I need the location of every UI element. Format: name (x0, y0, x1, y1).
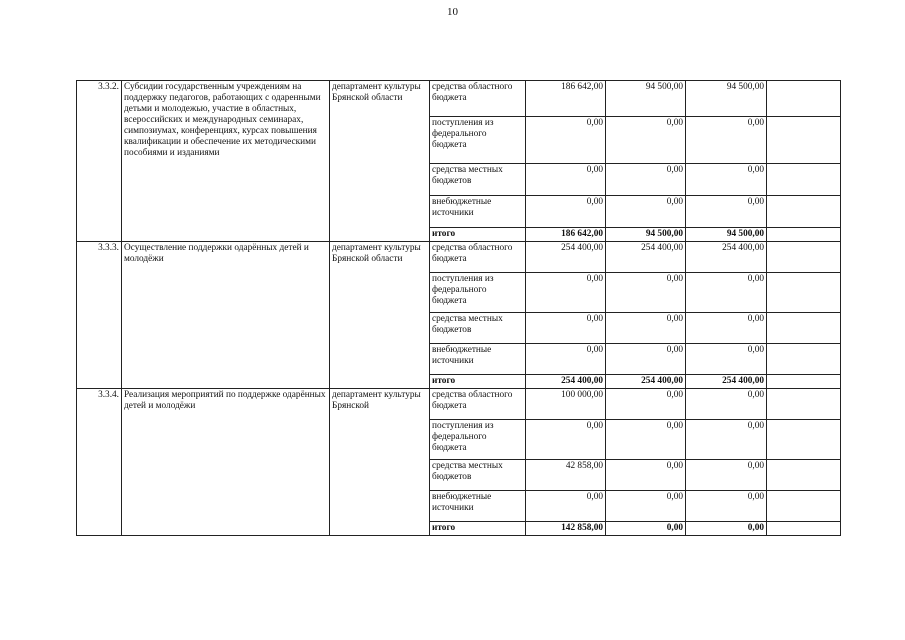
amount-year-3: 254 400,00 (686, 375, 767, 389)
amount-year-3: 0,00 (686, 196, 767, 228)
funding-source: поступления из федерального бюджета (430, 420, 526, 460)
funding-source: поступления из федерального бюджета (430, 117, 526, 164)
empty-cell (767, 117, 841, 164)
funding-source: внебюджетные источники (430, 196, 526, 228)
amount-year-1: 0,00 (526, 420, 606, 460)
section-index: 3.3.2. (77, 81, 122, 242)
amount-year-1: 42 858,00 (526, 460, 606, 491)
funding-source: итого (430, 522, 526, 536)
funding-source: средства областного бюджета (430, 389, 526, 420)
funding-source: итого (430, 375, 526, 389)
section-index: 3.3.3. (77, 242, 122, 389)
amount-year-1: 0,00 (526, 164, 606, 196)
funding-source: средства местных бюджетов (430, 313, 526, 344)
section-executor: департамент культуры Брянской области (330, 81, 430, 242)
empty-cell (767, 389, 841, 420)
amount-year-1: 254 400,00 (526, 375, 606, 389)
amount-year-2: 0,00 (606, 344, 686, 375)
amount-year-3: 254 400,00 (686, 242, 767, 273)
page-number: 10 (447, 6, 458, 18)
empty-cell (767, 491, 841, 522)
section-index: 3.3.4. (77, 389, 122, 536)
funding-source: средства областного бюджета (430, 242, 526, 273)
amount-year-2: 0,00 (606, 389, 686, 420)
amount-year-2: 94 500,00 (606, 81, 686, 117)
amount-year-1: 0,00 (526, 196, 606, 228)
amount-year-3: 0,00 (686, 313, 767, 344)
amount-year-2: 0,00 (606, 491, 686, 522)
table-row (77, 389, 841, 420)
amount-year-2: 0,00 (606, 313, 686, 344)
amount-year-2: 94 500,00 (606, 228, 686, 242)
amount-year-1: 186 642,00 (526, 81, 606, 117)
section-name: Субсидии государственным учреждениям на поддержку педагогов, работающих с одаренными детьми и молодежью, участие в областных, всероссийских и международных семинарах, симпозиумах, конференциях, курсах повышения квалификации и обеспечение их методическими пособиями и изданиями (122, 81, 330, 242)
amount-year-1: 0,00 (526, 273, 606, 313)
budget-table (76, 80, 841, 536)
funding-source: средства местных бюджетов (430, 460, 526, 491)
empty-cell (767, 313, 841, 344)
empty-cell (767, 81, 841, 117)
empty-cell (767, 344, 841, 375)
empty-cell (767, 242, 841, 273)
funding-source: внебюджетные источники (430, 344, 526, 375)
amount-year-3: 0,00 (686, 164, 767, 196)
section-executor: департамент культуры Брянской области (330, 242, 430, 389)
amount-year-3: 0,00 (686, 420, 767, 460)
amount-year-3: 0,00 (686, 460, 767, 491)
amount-year-1: 0,00 (526, 313, 606, 344)
funding-source: средства областного бюджета (430, 81, 526, 117)
table-row (77, 242, 841, 273)
empty-cell (767, 420, 841, 460)
amount-year-2: 0,00 (606, 273, 686, 313)
amount-year-2: 0,00 (606, 196, 686, 228)
amount-year-2: 0,00 (606, 522, 686, 536)
section-name: Реализация мероприятий по поддержке одарённых детей и молодёжи (122, 389, 330, 536)
funding-source: поступления из федерального бюджета (430, 273, 526, 313)
funding-source: внебюджетные источники (430, 491, 526, 522)
empty-cell (767, 164, 841, 196)
section-executor: департамент культуры Брянской (330, 389, 430, 536)
amount-year-3: 0,00 (686, 117, 767, 164)
empty-cell (767, 228, 841, 242)
empty-cell (767, 375, 841, 389)
amount-year-3: 0,00 (686, 344, 767, 375)
amount-year-2: 0,00 (606, 164, 686, 196)
amount-year-2: 0,00 (606, 420, 686, 460)
amount-year-1: 186 642,00 (526, 228, 606, 242)
funding-source: итого (430, 228, 526, 242)
amount-year-3: 94 500,00 (686, 81, 767, 117)
amount-year-2: 0,00 (606, 117, 686, 164)
amount-year-3: 0,00 (686, 522, 767, 536)
amount-year-2: 254 400,00 (606, 242, 686, 273)
amount-year-3: 0,00 (686, 389, 767, 420)
empty-cell (767, 460, 841, 491)
amount-year-1: 0,00 (526, 117, 606, 164)
amount-year-1: 0,00 (526, 491, 606, 522)
amount-year-3: 0,00 (686, 491, 767, 522)
empty-cell (767, 196, 841, 228)
empty-cell (767, 273, 841, 313)
section-name: Осуществление поддержки одарённых детей и молодёжи (122, 242, 330, 389)
table-row (77, 81, 841, 117)
amount-year-1: 0,00 (526, 344, 606, 375)
amount-year-3: 94 500,00 (686, 228, 767, 242)
amount-year-1: 142 858,00 (526, 522, 606, 536)
amount-year-3: 0,00 (686, 273, 767, 313)
amount-year-2: 0,00 (606, 460, 686, 491)
amount-year-1: 100 000,00 (526, 389, 606, 420)
amount-year-1: 254 400,00 (526, 242, 606, 273)
funding-source: средства местных бюджетов (430, 164, 526, 196)
empty-cell (767, 522, 841, 536)
amount-year-2: 254 400,00 (606, 375, 686, 389)
